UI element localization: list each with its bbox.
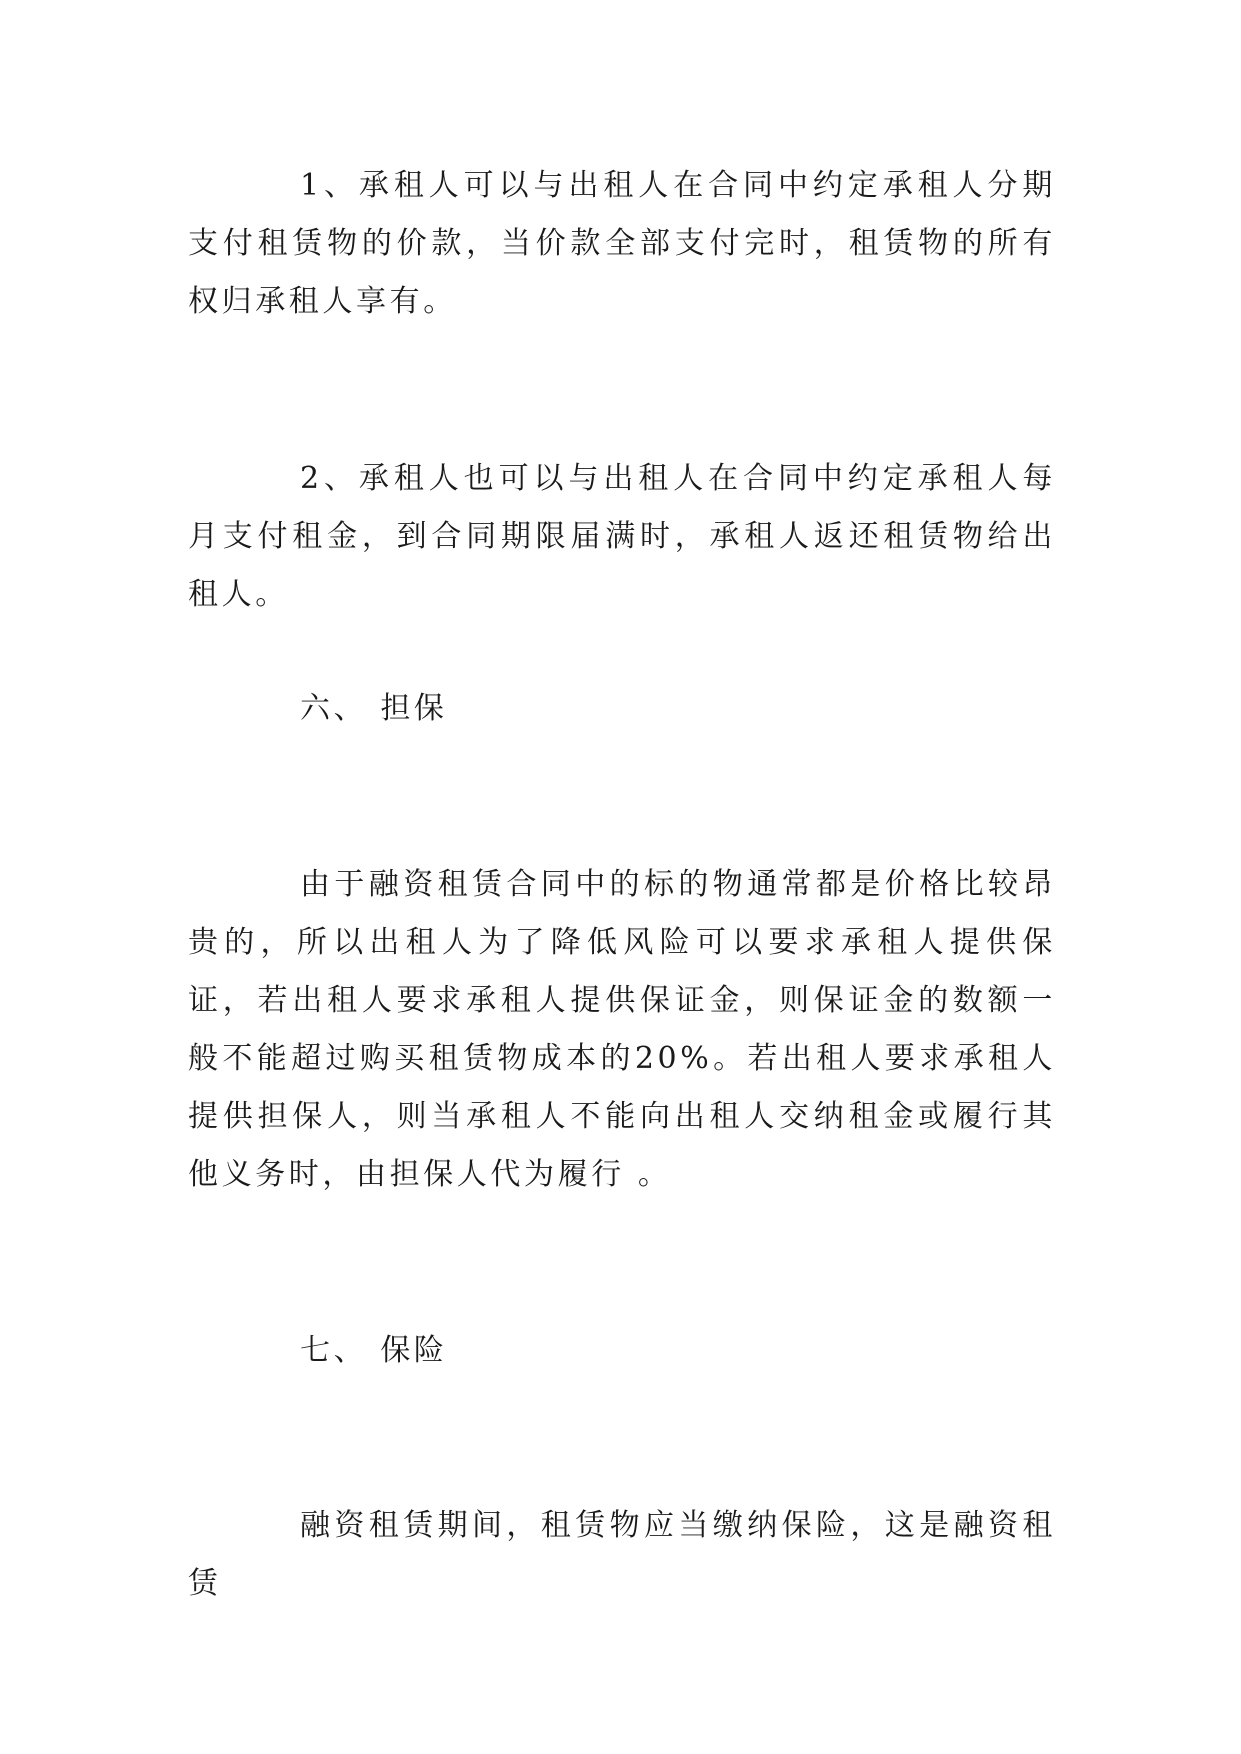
paragraph-insurance: 融资租赁期间，租赁物应当缴纳保险，这是融资租赁 — [188, 1508, 1056, 1601]
section-heading-insurance: 七、 保险 — [300, 1333, 448, 1368]
paragraph-monthly-rent: 2、承租人也可以与出租人在合同中约定承租人每月支付租金，到合同期限届满时，承租人返还租赁物给出租人。 — [188, 461, 1056, 612]
paragraph-guarantee: 由于融资租赁合同中的标的物通常都是价格比较昂贵的，所以出租人为了降低风险可以要求承租人提供保证，若出租人要求承租人提供保证金，则保证金的数额一般不能超过购买租赁物成本的20%。若出租人要求承租人提供担保人，则当承租人不能向出租人交纳租金或履行其他义务时，由担保人代为履行 。 — [188, 867, 1056, 1192]
section-heading-guarantee: 六、 担保 — [300, 691, 448, 726]
paragraph-installment-payment: 1、承租人可以与出租人在合同中约定承租人分期支付租赁物的价款，当价款全部支付完时，租赁物的所有权归承租人享有。 — [188, 168, 1056, 319]
